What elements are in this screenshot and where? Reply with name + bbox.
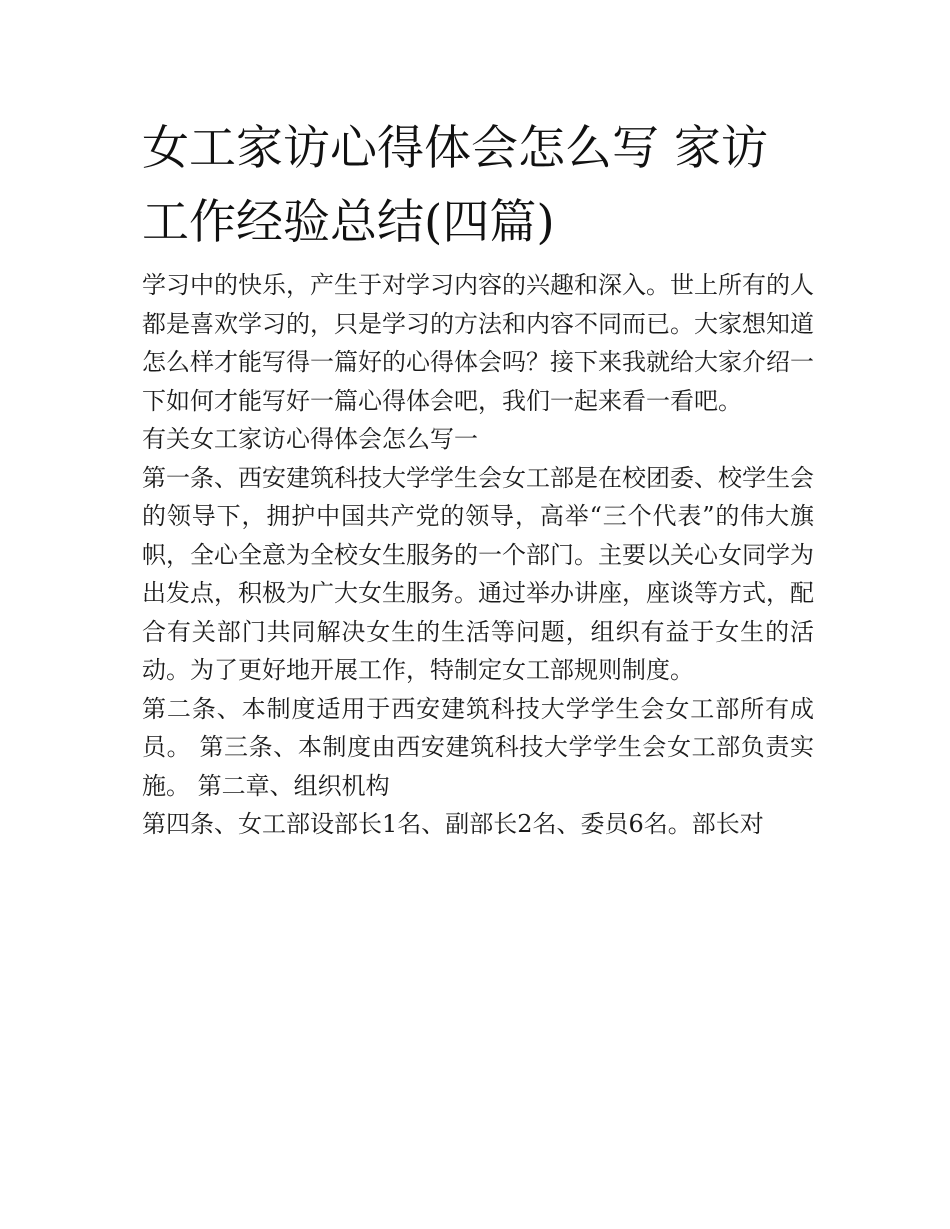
section-heading: 有关女工家访心得体会怎么写一 bbox=[142, 425, 478, 453]
article-1-paragraph: 第一条、西安建筑科技大学学生会女工部是在校团委、校学生会的领导下，拥护中国共产党的领导，高举“三个代表”的伟大旗帜，全心全意为全校女生服务的一个部门。主要以关心女同学为出发点，积极为广大女生服务。通过举办讲座，座谈等方式，配合有关部门共同解决女生的生活等问题，组织有益于女生的活动。为了更好地开展工作，特制定女工部规则制度。 bbox=[142, 463, 814, 684]
document-title: 女工家访心得体会怎么写 家访工作经验总结(四篇) bbox=[142, 121, 768, 250]
article-4-paragraph: 第四条、女工部设部长1名、副部长2名、委员6名。部长对 bbox=[142, 810, 764, 838]
article-2-3-paragraph: 第二条、本制度适用于西安建筑科技大学学生会女工部所有成员。 第三条、本制度由西安建筑科技大学学生会女工部负责实施。 第二章、组织机构 bbox=[142, 694, 814, 800]
document-body bbox=[142, 112, 814, 844]
intro-paragraph: 学习中的快乐，产生于对学习内容的兴趣和深入。世上所有的人都是喜欢学习的，只是学习的方法和内容不同而已。大家想知道怎么样才能写得一篇好的心得体会吗？接下来我就给大家介绍一下如何才能写好一篇心得体会吧，我们一起来看一看吧。 bbox=[142, 271, 814, 415]
